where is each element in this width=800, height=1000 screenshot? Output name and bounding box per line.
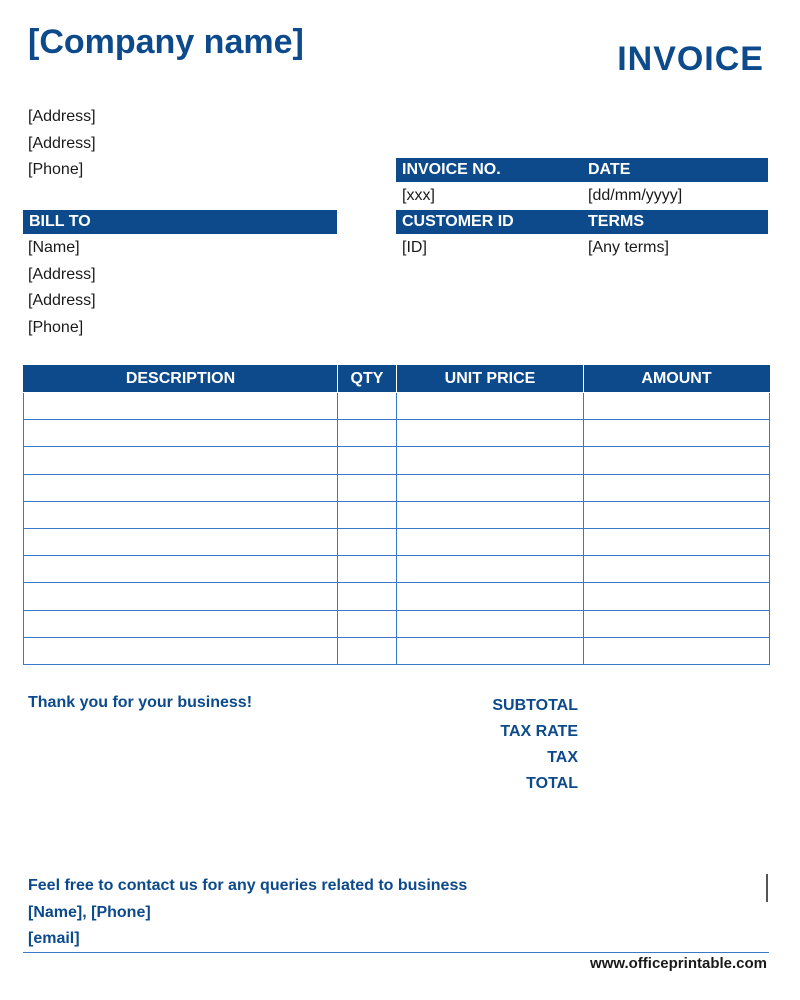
company-phone-line: [Phone]	[28, 161, 84, 178]
bill-to-label: BILL TO	[29, 213, 91, 230]
unit-price-cell[interactable]	[397, 637, 584, 664]
description-cell[interactable]	[24, 501, 338, 528]
qty-cell[interactable]	[338, 447, 397, 474]
date-value: [dd/mm/yyyy]	[588, 187, 683, 204]
unit-price-cell[interactable]	[397, 447, 584, 474]
description-cell[interactable]	[24, 637, 338, 664]
unit-price-cell[interactable]	[397, 583, 584, 610]
bill-to-header	[23, 210, 337, 234]
contact-block	[28, 873, 467, 953]
company-name: [Company name]	[28, 23, 304, 61]
amount-cell[interactable]	[584, 637, 770, 664]
invoice-no-value: [xxx]	[402, 187, 435, 204]
items-table	[23, 365, 770, 665]
qty-cell[interactable]	[338, 610, 397, 637]
amount-cell[interactable]	[584, 447, 770, 474]
qty-cell[interactable]	[338, 556, 397, 583]
text-cursor-mark	[766, 874, 768, 902]
totals-block	[440, 693, 578, 797]
description-cell[interactable]	[24, 528, 338, 555]
amount-cell[interactable]	[584, 393, 770, 420]
amount-cell[interactable]	[584, 610, 770, 637]
amount-cell[interactable]	[584, 556, 770, 583]
amount-cell[interactable]	[584, 528, 770, 555]
description-cell[interactable]	[24, 447, 338, 474]
table-row	[24, 528, 770, 555]
table-row	[24, 474, 770, 501]
customer-id-value: [ID]	[402, 239, 427, 256]
company-address-line: [Address]	[28, 108, 96, 125]
invoice-no-label: INVOICE NO.	[402, 161, 501, 178]
unit-price-cell[interactable]	[397, 610, 584, 637]
invoice-meta-header-2	[396, 210, 768, 234]
unit-price-cell[interactable]	[397, 420, 584, 447]
tax-label: TAX	[547, 749, 578, 766]
bill-to-phone: [Phone]	[28, 318, 84, 336]
unit-price-cell[interactable]	[397, 556, 584, 583]
footer-website: www.officeprintable.com	[590, 955, 767, 972]
column-header-amount: AMOUNT	[584, 366, 770, 393]
table-row	[24, 501, 770, 528]
thank-you-message: Thank you for your business!	[28, 694, 253, 711]
amount-cell[interactable]	[584, 474, 770, 501]
description-cell[interactable]	[24, 393, 338, 420]
customer-id-label: CUSTOMER ID	[402, 213, 514, 230]
description-cell[interactable]	[24, 474, 338, 501]
table-row	[24, 420, 770, 447]
tax-rate-label: TAX RATE	[500, 723, 578, 740]
bill-to-address: [Address]	[28, 265, 96, 283]
contact-email: [email]	[28, 930, 80, 947]
unit-price-cell[interactable]	[397, 501, 584, 528]
total-label: TOTAL	[526, 775, 578, 792]
terms-value: [Any terms]	[588, 239, 669, 256]
table-row	[24, 583, 770, 610]
qty-cell[interactable]	[338, 583, 397, 610]
amount-cell[interactable]	[584, 420, 770, 447]
table-row	[24, 610, 770, 637]
table-row	[24, 637, 770, 664]
description-cell[interactable]	[24, 583, 338, 610]
contact-name-phone: [Name], [Phone]	[28, 903, 151, 921]
qty-cell[interactable]	[338, 501, 397, 528]
bill-to-address: [Address]	[28, 292, 96, 309]
company-address-line: [Address]	[28, 134, 96, 152]
description-cell[interactable]	[24, 610, 338, 637]
subtotal-label: SUBTOTAL	[492, 697, 578, 714]
description-cell[interactable]	[24, 420, 338, 447]
unit-price-cell[interactable]	[397, 393, 584, 420]
table-row	[24, 556, 770, 583]
table-row	[24, 447, 770, 474]
column-header-description: DESCRIPTION	[24, 366, 338, 393]
qty-cell[interactable]	[338, 474, 397, 501]
company-address-block	[28, 104, 96, 184]
unit-price-cell[interactable]	[397, 474, 584, 501]
items-header-row	[24, 366, 770, 393]
unit-price-cell[interactable]	[397, 528, 584, 555]
invoice-meta-header-1	[396, 158, 768, 182]
qty-cell[interactable]	[338, 528, 397, 555]
date-label: DATE	[588, 161, 631, 178]
qty-cell[interactable]	[338, 393, 397, 420]
qty-cell[interactable]	[338, 420, 397, 447]
contact-message: Feel free to contact us for any queries related to business	[28, 877, 468, 894]
footer-divider	[23, 952, 769, 953]
table-row	[24, 393, 770, 420]
column-header-qty: QTY	[338, 366, 397, 393]
terms-label: TERMS	[588, 213, 644, 230]
amount-cell[interactable]	[584, 583, 770, 610]
column-header-unit-price: UNIT PRICE	[397, 366, 584, 393]
description-cell[interactable]	[24, 556, 338, 583]
bill-to-name: [Name]	[28, 239, 80, 256]
bill-to-block	[28, 235, 96, 341]
invoice-title: INVOICE	[617, 40, 764, 78]
amount-cell[interactable]	[584, 501, 770, 528]
qty-cell[interactable]	[338, 637, 397, 664]
